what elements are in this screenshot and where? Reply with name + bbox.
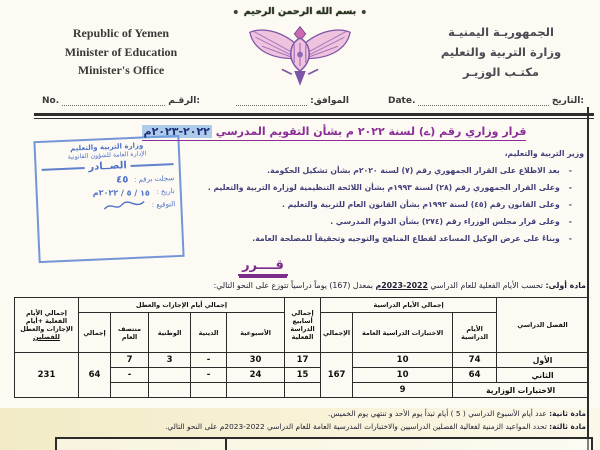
cell-grand-total: 231	[15, 353, 79, 398]
cell-weekly	[227, 383, 285, 398]
dotted-leader	[418, 96, 548, 106]
article-2-text: عدد أيام الأسبوع الدراسي ( 5 ) أيام تبدأ يوم الأحد و تنتهي يوم الخميس.	[328, 409, 547, 418]
article-1	[214, 281, 586, 290]
bullet-text: وعلى قرار مجلس الوزراء رقم (٢٧٤) بشأن الدوام المدرسي .	[330, 217, 560, 226]
cell-weeks: 15	[285, 368, 321, 383]
cell-ministerial-label: الاختبارات الوزارية	[453, 383, 589, 398]
decree-title-text: قرار وزاري رقم (ے) لسنة ٢٠٢٢ م بشأن التقويم المدرسي	[215, 125, 527, 138]
cell-weekly: 30	[227, 353, 285, 368]
cell-overall-total: 167	[321, 353, 353, 398]
stamp-reg-label: سجلت برقم :	[133, 173, 175, 184]
col-header-religious: الدينية	[191, 313, 227, 353]
cell-semester: الأول	[497, 353, 589, 368]
stamp-date-label: تاريخ :	[156, 186, 175, 196]
article-2-label: مادة ثانية:	[549, 409, 586, 418]
cell-study-days: 64	[453, 368, 497, 383]
cell-national	[149, 368, 191, 383]
cell-semester: الثاني	[497, 368, 589, 383]
col-header-weekly: الأسبوعية	[227, 313, 285, 353]
dash-marker: -	[568, 200, 572, 209]
school-calendar-table	[14, 297, 589, 398]
cell-midyear: -	[111, 368, 149, 383]
stamp-ministry-line: وزارة التربية والتعليم	[69, 141, 144, 153]
cell-religious: -	[191, 368, 227, 383]
article-3-label: مادة ثالثة:	[549, 422, 586, 431]
header-ar-country: الجمهوريـة اليمنيـة	[448, 25, 554, 39]
dash-marker: -	[568, 217, 572, 226]
col-header-total: الإجمالي	[321, 313, 353, 353]
cell-exams: 9	[353, 383, 453, 398]
cell-weeks	[285, 383, 321, 398]
no-label-en: No.	[42, 96, 60, 106]
decree-word: قــــرر	[232, 258, 294, 276]
ornament-dot	[234, 10, 238, 14]
col-header-grand-total: إجمالي الأيام الفعلية +أيام الإجازات والعطل للفصلين	[15, 298, 79, 353]
bullet-text: وعلى القرار الجمهوري رقم (٢٨) لسنة ١٩٩٣م بشأن اللائحة التنظيمية لوزارة التربية والتعليم .	[207, 183, 560, 192]
decree-preamble	[192, 149, 584, 251]
col-header-midyear: منتصف العام	[111, 313, 149, 353]
header-ar-office: مكتـب الوزيـر	[462, 65, 540, 80]
cell-midyear	[111, 383, 149, 398]
dash-marker: -	[568, 234, 572, 243]
no-label-ar: الرقـم:	[168, 96, 200, 106]
table-row-first-semester	[15, 353, 589, 368]
dotted-leader	[62, 96, 165, 106]
cell-holiday-total: 64	[79, 353, 111, 398]
article-3	[165, 422, 586, 431]
ornament-dot	[362, 10, 366, 14]
cell-exams: 10	[353, 353, 453, 368]
page-right-border	[587, 107, 589, 450]
cell-midyear: 7	[111, 353, 149, 368]
ref-date-field	[388, 96, 584, 106]
header-divider-rule	[34, 113, 594, 119]
ref-muwafiq-field	[233, 96, 349, 106]
dotted-leader	[236, 96, 307, 106]
dash-marker: -	[568, 166, 572, 175]
signature-squiggle	[104, 199, 146, 213]
bullet-text: وبناءً على عرض الوكيل المساعد لقطاع المناهج والتوجيه وتحقيقاً للمصلحة العامة.	[252, 234, 560, 243]
cell-weekly: 24	[227, 368, 285, 383]
article-1-years: 2022-2023م	[375, 281, 428, 290]
second-table-column-divider	[225, 439, 227, 450]
bullet-text: بعد الاطلاع على القرار الجمهوري رقم (٧) لسنة ٢٠٢٠م بشأن تشكيل الحكومة.	[267, 166, 560, 175]
cell-national	[149, 383, 191, 398]
stamp-signature-label: التوقيع :	[151, 200, 176, 210]
decree-title-years-highlighted: ٢٠٢٢-٢٠٢٣م	[143, 125, 210, 138]
article-1-label: مادة أولى:	[545, 281, 586, 290]
date-label-en: Date.	[388, 96, 416, 106]
header-arabic	[416, 22, 586, 82]
bismillah-text: بسم الله الرحمن الرحيم	[243, 6, 357, 17]
ref-number-field	[42, 96, 200, 106]
muwafiq-label: الموافق:	[310, 96, 349, 106]
legal-affairs-stamp	[33, 135, 184, 263]
stamp-department-line: الإدارة العامة للشؤون القانونية	[67, 150, 147, 161]
preamble-bullet	[192, 183, 584, 193]
decree-title	[86, 125, 582, 138]
col-header-weeks: إجمالي أسابيع الدراسة الفعلية	[285, 298, 321, 353]
stamp-reg-number-handwritten: ٤٥	[115, 174, 129, 186]
col-header-national: الوطنية	[149, 313, 191, 353]
header-en-office: Minister's Office	[77, 63, 165, 78]
stamp-rule	[131, 163, 174, 167]
bullet-text: وعلى القانون رقم (٤٥) لسنة ١٩٩٢م بشأن القانون العام للتربية والتعليم .	[281, 200, 560, 209]
preamble-bullet	[192, 217, 584, 227]
bismillah-calligraphy	[234, 6, 366, 17]
col-group-study-days: إجمالي الأيام الدراسية	[321, 298, 497, 313]
preamble-bullet	[192, 234, 584, 244]
cell-national: 3	[149, 353, 191, 368]
col-header-study-days: الأيام الدراسية	[453, 313, 497, 353]
cell-weeks: 17	[285, 353, 321, 368]
col-group-holidays: إجمالي أيام الإجازات والعطل	[79, 298, 285, 313]
preamble-bullet	[192, 166, 584, 176]
second-table-cutoff	[55, 437, 593, 450]
article-1-pre: تحسب الأيام الفعلية للعام الدراسي	[430, 281, 543, 290]
header-en-ministry: Minister of Education	[64, 44, 178, 59]
stamp-date-handwritten: ١٥ / ٥ / ٢٠٢٢م	[93, 188, 151, 198]
stamp-sadir-word: الصــادر	[88, 160, 128, 173]
header-english	[36, 24, 206, 80]
stamp-rule	[42, 167, 85, 171]
header-en-country: Republic of Yemen	[72, 26, 170, 40]
preamble-intro: وزير التربية والتعليم،	[504, 149, 584, 158]
dash-marker: -	[568, 183, 572, 192]
cell-exams: 10	[353, 368, 453, 383]
article-3-text: تحدد المواعيد الزمنية لفعالية الفصلين الدراسيين والاختبارات المدرسية العامة للعام الدراسي 2022-2023م على النحو التالي.	[165, 422, 547, 431]
col-header-semester: الفصل الدراسي	[497, 298, 589, 353]
date-label-ar: التاريخ:	[551, 96, 584, 106]
header-ar-ministry: وزارة التربية والتعليم	[440, 45, 562, 60]
col-header-holiday-total: إجمالي	[79, 313, 111, 353]
yemen-national-emblem-icon	[241, 20, 359, 98]
article-2	[328, 409, 586, 418]
preamble-bullet	[192, 200, 584, 210]
cell-religious	[191, 383, 227, 398]
article-1-rest: بمعدل (167) يوماً دراسياً تتوزع على النحو التالي:	[213, 281, 374, 290]
cell-religious: -	[191, 353, 227, 368]
col-header-general-exams: الاختبارات الدراسية العامة	[353, 313, 453, 353]
cell-study-days: 74	[453, 353, 497, 368]
